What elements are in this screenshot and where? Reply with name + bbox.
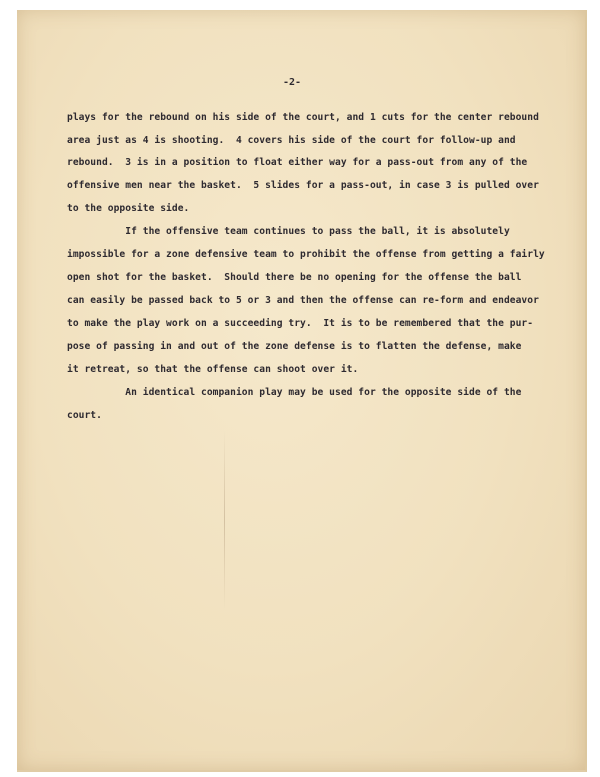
body-line: pose of passing in and out of the zone defense is to flatten the defense, make <box>67 341 522 352</box>
body-line: open shot for the basket. Should there be no opening for the offense the ball <box>67 272 522 283</box>
body-line: court. <box>67 410 102 421</box>
body-line: impossible for a zone defensive team to prohibit the offense from getting a fairly <box>67 249 545 260</box>
body-line: area just as 4 is shooting. 4 covers his side of the court for follow-up and <box>67 135 516 146</box>
body-line: offensive men near the basket. 5 slides for a pass-out, in case 3 is pulled over <box>67 180 539 191</box>
body-line: it retreat, so that the offense can shoot over it. <box>67 364 359 375</box>
body-line: An identical companion play may be used for the opposite side of the <box>67 387 522 398</box>
body-line: to make the play work on a succeeding try. It is to be remembered that the pur- <box>67 318 534 329</box>
body-line: plays for the rebound on his side of the court, and 1 cuts for the center rebound <box>67 112 539 123</box>
paper-crease <box>224 430 225 610</box>
page-number: -2- <box>283 77 302 88</box>
body-line: to the opposite side. <box>67 203 190 214</box>
body-line: can easily be passed back to 5 or 3 and then the offense can re-form and endeavor <box>67 295 539 306</box>
body-line: rebound. 3 is in a position to float either way for a pass-out from any of the <box>67 157 528 168</box>
body-line: If the offensive team continues to pass the ball, it is absolutely <box>67 226 510 237</box>
